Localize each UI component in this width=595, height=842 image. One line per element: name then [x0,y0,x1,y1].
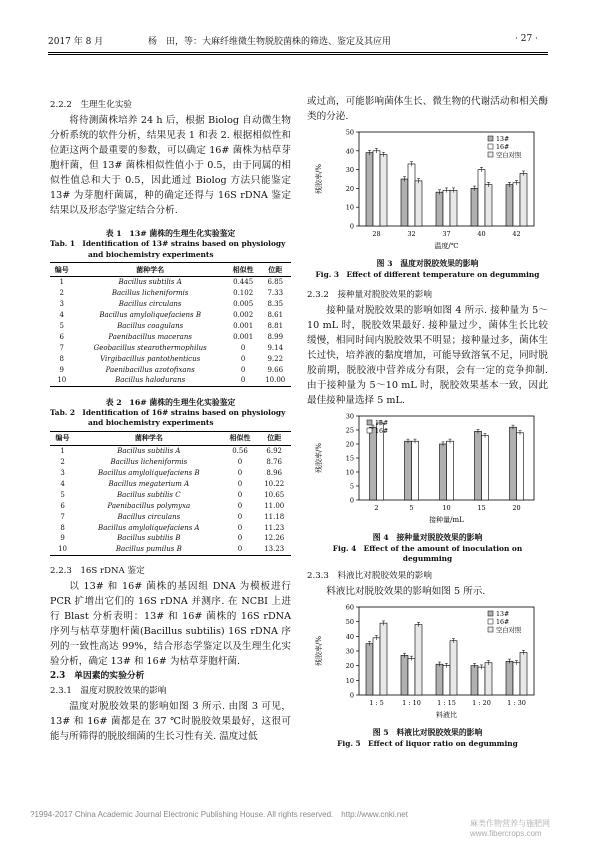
table-cell: 0 [237,469,243,478]
y-tick-label: 40 [345,632,354,641]
legend-label: 13# [375,420,389,427]
bar-空白对照 [485,663,492,695]
bar-空白对照 [380,155,387,226]
bar-13# [436,664,443,695]
legend-swatch [367,420,372,425]
table-cell: 0.56 [232,447,248,456]
x-tick-label: 32 [407,230,416,238]
table-cell: 5 [59,322,64,330]
table-cell: 10.22 [264,480,285,489]
table-row [50,500,291,511]
legend-swatch [488,619,493,624]
table-cell: 9.66 [267,365,284,374]
bar-13# [471,188,478,226]
table-cell: 7.33 [267,289,284,298]
table-1 [50,262,291,387]
table-cell: Bacillus subtilis A [117,447,181,456]
y-tick-label: 0 [349,691,354,700]
bar-13# [436,192,443,226]
table-cell: 0 [237,490,243,499]
x-tick-label: 28 [372,230,381,238]
table-row [50,468,291,479]
table-row [50,288,291,299]
table-cell: 0 [240,343,246,352]
table2-header-cell: 编号 [50,431,75,445]
x-tick-label: 1 : 20 [472,699,491,707]
table-row [50,457,291,468]
table-cell: 4 [59,311,64,320]
x-axis-label: 温度/℃ [434,242,459,250]
table-row [50,353,291,364]
table-cell: 0 [240,365,246,374]
table-cell: Bacillus subtilis B [117,534,181,543]
section-heading-2-3-3: 2.3.3 料液比对脱胶效果的影响 [307,571,432,581]
bar-16# [443,190,450,226]
table2-caption-cn: 表 2 16# 菌株的生理生化实验鉴定 [105,397,236,407]
x-tick-label: 5 [409,504,414,512]
table1-header-cell: 相似性 [227,263,260,277]
table2-header-cell: 位距 [257,431,291,445]
table-cell: 10 [50,544,75,555]
bar-空白对照 [415,625,422,695]
table-cell: 0 [237,480,243,489]
bar-13# [370,427,377,500]
y-tick-label: 30 [345,647,354,656]
legend-label: 13# [496,611,510,618]
table-cell: 12.26 [264,534,285,543]
bar-空白对照 [380,623,387,695]
table-cell: Bacillus amyloliquefaciens A [98,523,200,532]
bar-16# [482,436,489,500]
table-row [50,310,291,321]
figure-5-chart [307,599,548,721]
table-cell: Geobacillus stearothermophilus [93,343,207,352]
bar-13# [475,431,482,500]
bar-16# [478,667,485,695]
table-2 [50,431,291,556]
bar-16# [443,666,450,695]
legend-label: 空白对照 [496,152,522,159]
table-cell: 0 [237,512,243,521]
table-cell: 0.002 [233,311,254,320]
y-tick-label: 30 [345,166,354,175]
table-cell: Virgibacillus pantothenticus [100,354,201,363]
y-tick-label: 40 [345,147,354,156]
legend-swatch [488,611,493,616]
table2-caption-en-2: and biochemistry experiments [88,418,214,428]
figure-3-caption-cn: 图 3 温度对脱胶效果的影响 [376,259,479,268]
table-cell: 10.65 [264,490,285,499]
table-cell: Paenibacillus azotofixans [105,365,195,374]
right-column [307,94,548,749]
table-cell: Bacillus halodurans [74,375,227,386]
table-cell: Bacillus subtilis C [117,490,181,499]
table-cell: Bacillus circulans [118,300,182,309]
x-tick-label: 20 [512,504,521,512]
figure-3-caption-en: Fig. 3 Effect of different temperature on degumming [315,270,540,279]
paragraph-liquor-ratio: 料液比对脱胶效果的影响如图 5 所示. [326,586,486,597]
bar-空白对照 [520,652,527,695]
table-row [50,489,291,500]
x-axis-label: 接种量/mL [429,516,464,524]
x-tick-label: 40 [477,230,486,238]
table-cell: 13.23 [257,544,291,555]
figure-4-chart [307,408,548,526]
x-tick-label: 37 [442,230,451,238]
table-cell: 0 [237,458,243,467]
table-row [50,299,291,310]
table-cell: Bacillus amyloliquefaciens B [99,311,201,320]
table-cell: 8.61 [267,311,284,320]
legend-label: 空白对照 [496,627,522,634]
table-cell: 10.00 [260,375,292,386]
y-tick-label: 10 [345,203,354,212]
table-cell: 6.92 [266,447,282,456]
figure-3 [307,124,548,280]
header-date: 2017 年 8 月 [48,37,104,47]
legend-swatch [367,428,372,433]
table-cell: 0 [237,534,243,543]
table-cell: 3 [60,469,65,478]
x-tick-label: 15 [477,504,486,512]
table-cell: 7 [60,512,65,521]
header-title: 杨 田，等：大麻纤维微生物脱胶菌株的筛选、鉴定及其应用 [148,37,392,47]
y-tick-label: 5 [349,482,354,491]
table-row [50,364,291,375]
table-row [50,277,291,288]
bar-16# [408,164,415,226]
paragraph-inoculation: 接种量对脱胶效果的影响如图 4 所示. 接种量为 5～10 mL 时，脱胶效果最好. 接种量过少，菌体生长比较缓慢，相同时间内脱胶效果不明显；接种量过多，菌体生长过快，培养液的黏度增加，可能导致溶氧不足，同时脱胶前期，脱胶液中营养成分有限，会有一定的竞争抑制. 由于接种量为 5～10 mL 时，脱胶效果基本一致，因此最佳接种量选择 5 mL. [307,305,548,406]
table1-caption-en: Tab. 1 Identification of 13# strains based on physiology [50,239,286,248]
table-cell: 6 [59,332,64,341]
table2-header-cell: 菌种学名 [75,431,222,445]
table-cell: 5 [60,490,65,499]
table-cell: 9 [59,365,64,374]
header-rule [48,52,548,53]
bar-16# [408,658,415,695]
y-tick-label: 10 [345,468,354,477]
figure-4-caption-cn: 图 4 接种量对脱胶效果的影响 [372,533,483,542]
table1-header-cell: 位距 [260,263,292,277]
bar-13# [401,179,408,226]
y-tick-label: 30 [345,412,354,421]
x-tick-label: 1 : 10 [402,699,421,707]
x-tick-label: 1 : 15 [437,699,456,707]
figure-4 [307,408,548,563]
table1-header-cell: 编号 [50,263,74,277]
bar-16# [373,638,380,695]
table-cell: Bacillus licheniformis [110,458,188,467]
table-cell: 9.22 [267,354,284,363]
bar-13# [366,153,373,226]
y-tick-label: 0 [349,496,354,505]
table-row [50,544,291,555]
table-cell: 2 [60,458,65,467]
table-cell: 0.001 [233,332,254,341]
watermark: 麻类作物营养与施肥网 www.fibercrops.com [470,819,550,838]
bar-空白对照 [415,181,422,226]
table-cell: 6 [60,501,65,510]
bar-13# [401,655,408,695]
table-cell: 0 [240,354,246,363]
section-heading-2-3-1: 2.3.1 温度对脱胶效果的影响 [50,685,167,696]
table-cell: 11.00 [264,501,285,510]
section-heading-2-2-3: 2.2.3 16S rDNA 鉴定 [50,565,145,576]
table-cell: 4 [60,480,65,489]
x-axis-label: 料液比 [436,711,457,719]
table-cell: Paenibacillus macerans [108,332,192,341]
table-cell: Bacillus licheniformis [111,289,189,298]
legend-label: 16# [496,619,510,626]
bar-空白对照 [485,185,492,226]
table-cell: 0 [227,375,260,386]
left-column [50,98,291,744]
y-tick-label: 25 [345,426,354,435]
table-cell: 8.76 [266,458,282,467]
table-row [50,479,291,490]
table2-header-cell: 相似性 [223,431,258,445]
table-row [50,522,291,533]
bar-16# [517,433,524,500]
table-cell: 8.35 [267,300,284,309]
bar-13# [510,427,517,500]
table-cell: 0.445 [233,278,254,287]
y-tick-label: 20 [345,184,354,193]
table-row [50,331,291,342]
y-tick-label: 10 [345,676,354,685]
y-axis-label: 残胶率/% [315,635,323,667]
paragraph-biolog: 将待测菌株培养 24 h 后，根据 Biolog 自动微生物分析系统的软件分析，结果见表 1 和表 2. 根据相似性和位距这两个最重要的参数，可以确定 16# 菌株为枯草芽胞杆菌，但 13# 菌株相似性值小于 0.5，由于同属的相似性值总和大于 0.5，因此通过 Biolog 方法只能鉴定 13# 为芽胞杆菌属，种的确定还得与 16S rDNA 鉴定结果以及形态学鉴定结合分析. [50,115,291,216]
table-cell: 6.85 [267,278,284,287]
y-tick-label: 20 [345,440,354,449]
table-cell: 8.96 [266,469,282,478]
table1-header-cell: 菌种学名 [74,263,227,277]
table-cell: 3 [59,300,64,309]
table-cell: Bacillus megaterium A [108,480,190,489]
table-cell: Bacillus subtilis A [118,278,182,287]
table-cell: 9.14 [267,343,284,352]
bar-13# [405,441,412,500]
figure-5 [307,599,548,749]
table-cell: Bacillus coagulans [117,322,184,330]
paragraph-16s-rdna: 以 13# 和 16# 菌株的基因组 DNA 为模板进行 PCR 扩增出它们的 16S rDNA 并测序. 在 NCBI 上进行 Blast 分析表明：13# 和 16# 菌株的 16S rDNA 序列与枯草芽胞杆菌(Bacillus subtilis) 16S rDNA 序列的一致性高达 99%，结合形态学鉴定以及生理生化实验分析，确定 13# 和 16# 为枯草芽胞杆菌. [50,580,291,667]
legend-swatch [488,136,493,141]
bar-13# [440,444,447,500]
y-tick-label: 50 [345,618,354,627]
y-tick-label: 0 [349,222,354,231]
section-heading-2-3-2: 2.3.2 接种量对脱胶效果的影响 [307,290,432,300]
x-tick-label: 1 : 30 [507,699,526,707]
table-cell: Paenibacillus polymyxa [107,501,191,510]
y-axis-label: 残胶率/% [315,163,323,195]
bar-16# [478,170,485,226]
table1-caption-en-2: and biochemistry experiments [88,249,214,259]
table-cell: 0.102 [233,289,254,298]
bar-空白对照 [450,190,457,226]
legend-label: 16# [375,428,389,435]
y-tick-label: 20 [345,662,354,671]
y-tick-label: 15 [345,454,354,463]
table-row [50,342,291,353]
table-row [50,445,291,456]
figure-3-chart [307,124,548,252]
copyright-footer: ?1994-2017 China Academic Journal Electronic Publishing House. All rights reserved. http://www.cnki.net [30,810,408,819]
table-cell: 2 [59,289,64,298]
table-cell: Bacillus amyloliquefaciens B [98,469,200,478]
table-cell: 1 [59,278,64,287]
section-heading-2-3: 2.3 单因素的实验分析 [50,670,145,681]
figure-5-caption-en: Fig. 5 Effect of liquor ratio on degumming [337,739,518,748]
header-rule-thin [48,54,548,55]
table-cell: 8.99 [267,332,284,341]
legend-swatch [488,627,493,632]
table-row [50,533,291,544]
bar-13# [506,661,513,695]
table-cell: 1 [60,447,65,456]
table-cell: 8.81 [267,322,284,330]
y-axis-label: 残胶率/% [315,442,323,474]
table-cell: Bacillus circulans [117,512,181,521]
x-tick-label: 1 : 5 [369,699,384,707]
bar-13# [366,644,373,695]
table-cell: 0 [237,523,243,532]
bar-空白对照 [520,173,527,226]
table-cell: 0.005 [233,300,254,309]
y-tick-label: 60 [345,603,354,612]
table-cell: 7 [59,343,64,352]
bar-16# [513,663,520,695]
table-cell: 11.23 [264,523,285,532]
table-cell: 0.001 [233,322,254,330]
section-heading-2-2-2: 2.2.2 生理生化实验 [50,100,133,110]
bar-16# [447,441,454,500]
table-cell: 0 [237,501,243,510]
bar-16# [412,441,419,500]
legend-swatch [488,152,493,157]
table1-caption-cn: 表 1 13# 菌株的生理生化实验鉴定 [105,229,236,238]
bar-16# [373,151,380,226]
bar-空白对照 [450,641,457,695]
legend-swatch [488,144,493,149]
table-cell: Bacillus pumilus B [75,544,222,555]
figure-5-caption-cn: 图 5 料液比对脱胶效果的影响 [372,728,483,737]
x-tick-label: 42 [512,230,521,238]
table-cell: 8 [59,354,64,363]
table-cell: 0 [223,544,258,555]
figure-4-caption-en: Fig. 4 Effect of the amount of inoculation on degumming [332,544,523,563]
table-row [50,511,291,522]
table-cell: 11.18 [264,512,285,521]
x-tick-label: 2 [374,504,379,512]
bar-13# [471,666,478,695]
legend-label: 13# [496,136,510,143]
table-row [50,375,291,386]
y-tick-label: 50 [345,128,354,137]
table-cell: 9 [60,534,65,543]
table-cell: 10 [50,375,74,386]
table2-caption-en: Tab. 2 Identification of 16# strains based on physiology [50,407,286,417]
header-page-number: · 27 · [515,34,538,44]
x-tick-label: 10 [442,504,451,512]
legend-label: 16# [496,144,510,151]
table-row [50,321,291,332]
paragraph-temperature-cont: 或过高，可能影响菌体生长、微生物的代谢活动和相关酶类的分泌. [307,96,548,122]
paragraph-temperature: 温度对脱胶效果的影响如图 3 所示. 由图 3 可见，13# 和 16# 菌都是在 37 ℃时脱胶效果最好，这很可能与所筛得的脱胶细菌的生长习性有关. 温度过低 [50,700,291,742]
bar-16# [513,183,520,226]
table-cell: 8 [60,523,65,532]
bar-13# [506,185,513,226]
